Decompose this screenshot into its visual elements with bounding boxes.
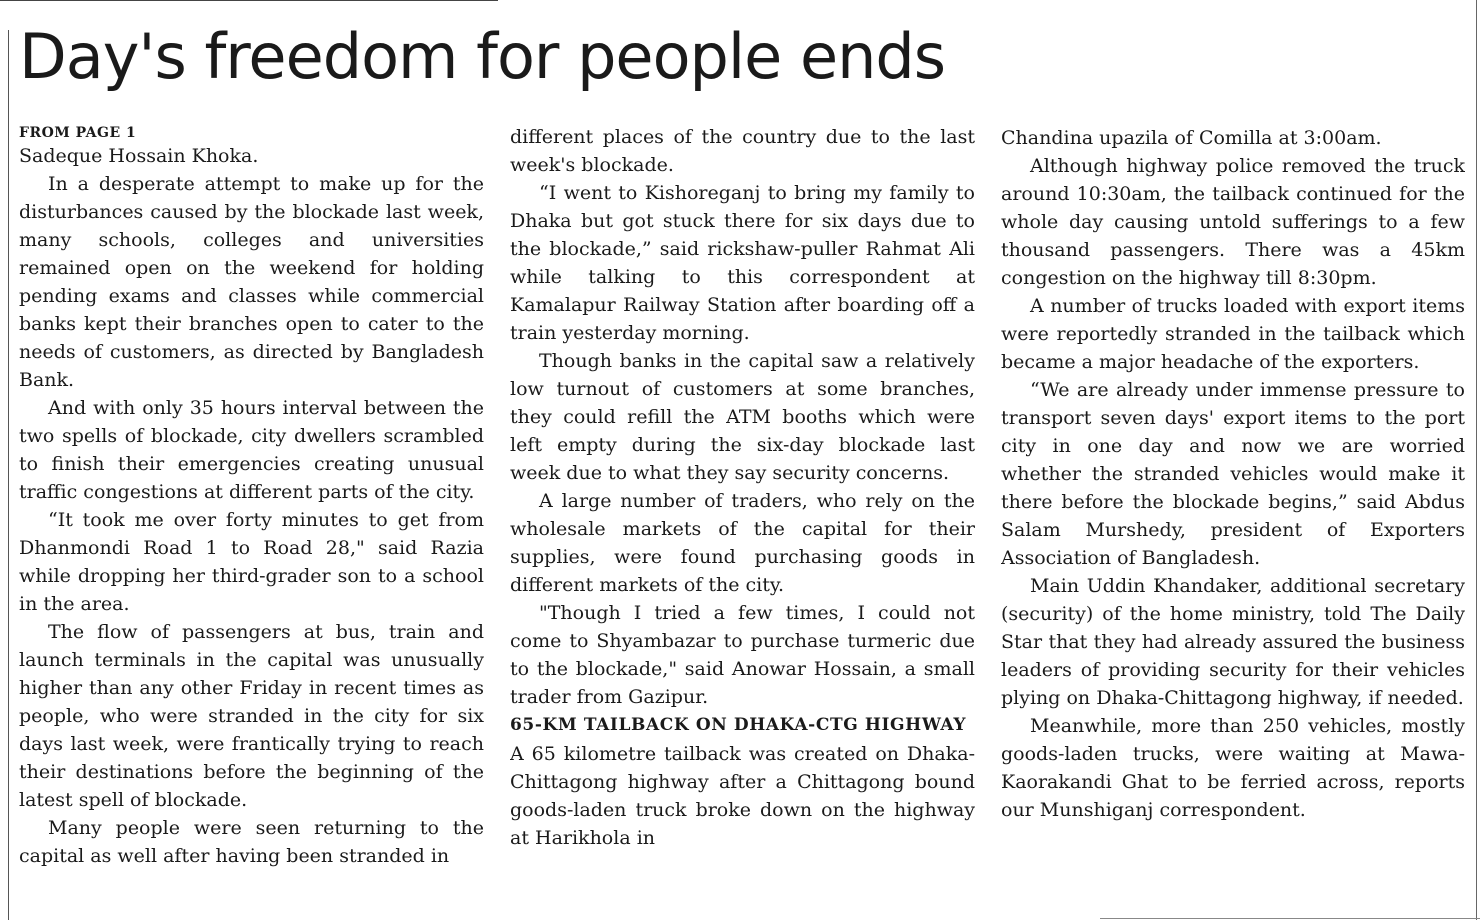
article-paragraph: "Though I tried a few times, I could not come to Shyambazar to purchase turmeric due to the blockade," said Anowar Hossain, a small trader from Gazipur. — [510, 602, 975, 708]
article-paragraph: A 65 kilometre tailback was created on Dhaka-Chittagong highway after a Chittagong bound goods-laden truck broke down on the highway at Harikhola in — [510, 743, 975, 849]
article-paragraph: Sadeque Hossain Khoka. — [19, 145, 259, 167]
right-edge-rule — [1476, 0, 1477, 920]
article-paragraph: And with only 35 hours interval between the two spells of blockade, city dwellers scrambled to finish their emergencies creating unusual traffic congestions at different parts of the city. — [19, 397, 484, 503]
article-paragraph: “It took me over forty minutes to get from Dhanmondi Road 1 to Road 28," said Razia while dropping her third-grader son to a school in the area. — [19, 509, 484, 615]
article-paragraph: A number of trucks loaded with export items were reportedly stranded in the tailback which became a major headache of the exporters. — [1001, 295, 1465, 373]
article-paragraph: In a desperate attempt to make up for the disturbances caused by the blockade last week, many schools, colleges and universities remained open on the weekend for holding pending exams and classes while commercial banks kept their branches open to cater to the needs of customers, as directed by Bangladesh Bank. — [19, 173, 484, 391]
article-paragraph: “We are already under immense pressure to transport seven days' export items to the port city in one day and now we are worried whether the stranded vehicles would make it there before the blockade begins,” said Abdus Salam Murshedy, president of Exporters Association of Bangladesh. — [1001, 379, 1465, 569]
article-paragraph: Although highway police removed the truck around 10:30am, the tailback continued for the whole day causing untold sufferings to a few thousand passengers. There was a 45km congestion on the highway till 8:30pm. — [1001, 155, 1465, 289]
from-page-kicker: FROM PAGE 1 — [19, 125, 137, 141]
article-paragraph: “I went to Kishoreganj to bring my family to Dhaka but got stuck there for six days due to the blockade,” said rickshaw-puller Rahmat Ali while talking to this correspondent at Kamalapur Railway Station after boarding off a train yesterday morning. — [510, 182, 975, 344]
article-paragraph: The flow of passengers at bus, train and launch terminals in the capital was unusually higher than any other Friday in recent times as people, who were stranded in the city for six days last week, were frantically trying to reach their destinations before the beginning of the latest spell of blockade. — [19, 621, 484, 811]
article-column-1 — [19, 124, 484, 919]
headline: Day's freedom for people ends — [19, 20, 946, 93]
section-subhead: 65-KM TAILBACK ON DHAKA-CTG HIGHWAY — [510, 715, 967, 735]
article-column-2 — [510, 123, 975, 918]
article-column-3 — [1001, 124, 1465, 919]
article-paragraph: A large number of traders, who rely on the wholesale markets of the capital for their supplies, were found purchasing goods in different markets of the city. — [510, 490, 975, 596]
article-paragraph: Main Uddin Khandaker, additional secretary (security) of the home ministry, told The Daily Star that they had already assured the business leaders of providing security for their vehicles plying on Dhaka-Chittagong highway, if needed. — [1001, 575, 1465, 709]
article-paragraph: Though banks in the capital saw a relatively low turnout of customers at some branches, they could refill the ATM booths which were left empty during the six-day blockade last week due to what they say security concerns. — [510, 350, 975, 484]
article-paragraph: Chandina upazila of Comilla at 3:00am. — [1001, 127, 1382, 149]
article-paragraph: Meanwhile, more than 250 vehicles, mostly goods-laden trucks, were waiting at Mawa-Kaorakandi Ghat to be ferried across, reports our Munshiganj correspondent. — [1001, 715, 1465, 821]
left-column-rule — [8, 30, 9, 920]
article-paragraph: Many people were seen returning to the capital as well after having been stranded in — [19, 817, 484, 867]
article-paragraph: different places of the country due to the last week's blockade. — [510, 126, 975, 176]
top-rule — [0, 0, 498, 1]
